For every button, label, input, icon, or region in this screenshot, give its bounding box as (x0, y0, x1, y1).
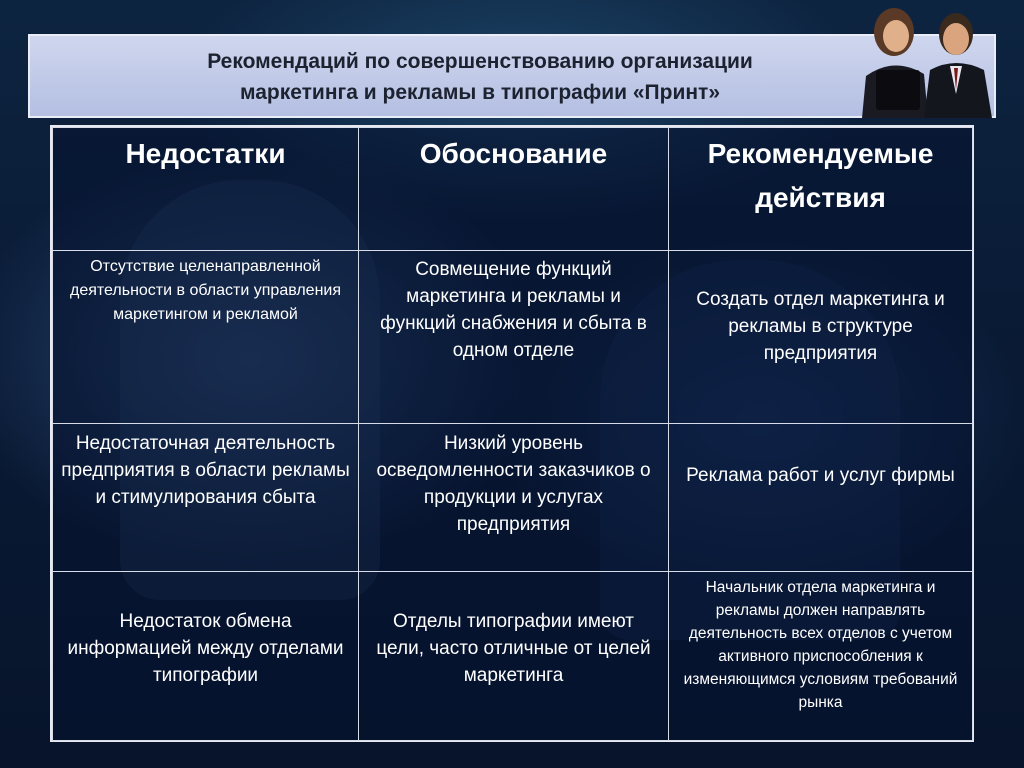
table-row (53, 424, 973, 572)
header-cell: Недостатки (53, 128, 359, 251)
table-cell: Низкий уровень осведомленности заказчиков о продукции и услугах предприятия (359, 424, 669, 572)
header-cell: Рекомендуемые действия (669, 128, 973, 251)
table-cell: Отделы типографии имеют цели, часто отличные от целей маркетинга (359, 572, 669, 741)
table-cell: Начальник отдела маркетинга и рекламы должен направлять деятельность всех отделов с учетом активного приспособления к изменяющимся условиям требований рынка (669, 572, 973, 741)
table-cell: Совмещение функций маркетинга и рекламы и функций снабжения и сбыта в одном отделе (359, 251, 669, 424)
header-cell: Обоснование (359, 128, 669, 251)
table-cell: Отсутствие целенаправленной деятельности в области управления маркетингом и рекламой (53, 251, 359, 424)
slide-title (120, 46, 840, 108)
table-cell: Недостаточная деятельность предприятия в области рекламы и стимулирования сбыта (53, 424, 359, 572)
table-cell: Реклама работ и услуг фирмы (669, 424, 973, 572)
title-line-2: маркетинга и рекламы в типографии «Принт» (239, 81, 721, 104)
table-cell: Недостаток обмена информацией между отделами типографии (53, 572, 359, 741)
table-header-row (53, 128, 973, 251)
business-people-photo (832, 4, 1000, 118)
table-cell: Создать отдел маркетинга и рекламы в структуре предприятия (669, 251, 973, 424)
table-row (53, 572, 973, 741)
recommendations-table (52, 127, 973, 741)
title-line-1: Рекомендаций по совершенствованию организации (207, 50, 753, 73)
table-row (53, 251, 973, 424)
